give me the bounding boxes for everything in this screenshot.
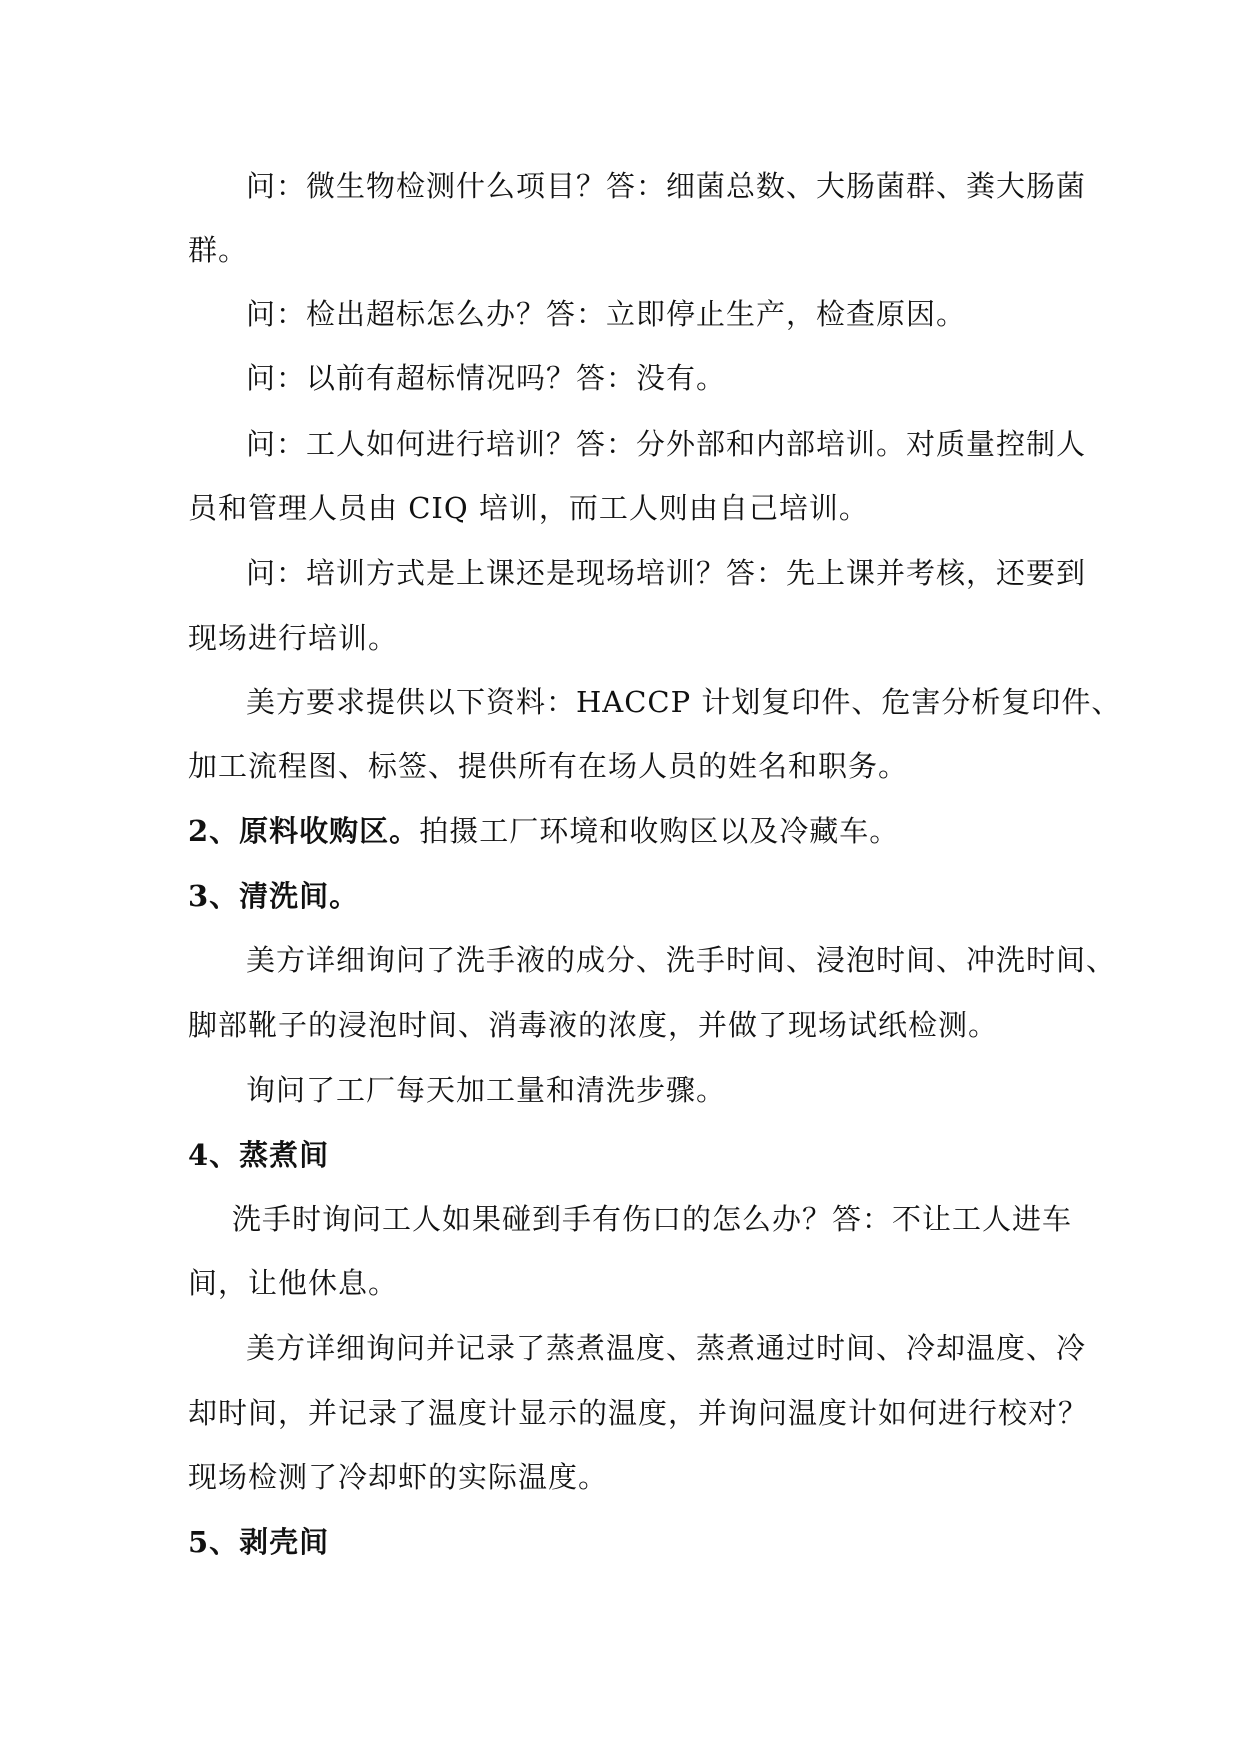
text-line: 间，让他休息。	[188, 1266, 399, 1300]
text-line: 美方详细询问并记录了蒸煮温度、蒸煮通过时间、冷却温度、冷	[246, 1331, 1087, 1365]
text-line: 现场检测了冷却虾的实际温度。	[188, 1460, 609, 1494]
section-text-2: 拍摄工厂环境和收购区以及冷藏车。	[419, 814, 900, 848]
text-line: 现场进行培训。	[188, 621, 399, 655]
section-heading-3: 3、清洗间。	[188, 879, 360, 913]
text-line: 问：以前有超标情况吗？答：没有。	[246, 361, 727, 395]
text-line: 洗手时询问工人如果碰到手有伤口的怎么办？答：不让工人进车	[232, 1202, 1073, 1236]
text-line: 却时间，并记录了温度计显示的温度，并询问温度计如何进行校对？	[188, 1396, 1089, 1430]
text-line: 问：检出超标怎么办？答：立即停止生产，检查原因。	[246, 297, 967, 331]
text-line: 问：培训方式是上课还是现场培训？答：先上课并考核，还要到	[246, 556, 1087, 590]
section-heading-4: 4、蒸煮间	[188, 1138, 330, 1172]
text-line: 群。	[188, 233, 249, 267]
text-line: 员和管理人员由 CIQ 培训，而工人则由自己培训。	[188, 491, 869, 525]
text-line: 加工流程图、标签、提供所有在场人员的姓名和职务。	[188, 749, 909, 783]
section-heading-2: 2、原料收购区。	[188, 814, 420, 848]
section-heading-5: 5、剥壳间	[188, 1525, 330, 1559]
text-line: 美方要求提供以下资料：HACCP 计划复印件、危害分析复印件、	[246, 685, 1122, 719]
text-line: 询问了工厂每天加工量和清洗步骤。	[246, 1073, 727, 1107]
text-line: 脚部靴子的浸泡时间、消毒液的浓度，并做了现场试纸检测。	[188, 1008, 999, 1042]
text-line: 问：工人如何进行培训？答：分外部和内部培训。对质量控制人	[246, 427, 1087, 461]
section-line-2	[188, 811, 899, 851]
text-line: 美方详细询问了洗手液的成分、洗手时间、浸泡时间、冲洗时间、	[246, 943, 1117, 977]
text-line: 问：微生物检测什么项目？答：细菌总数、大肠菌群、粪大肠菌	[246, 169, 1087, 203]
